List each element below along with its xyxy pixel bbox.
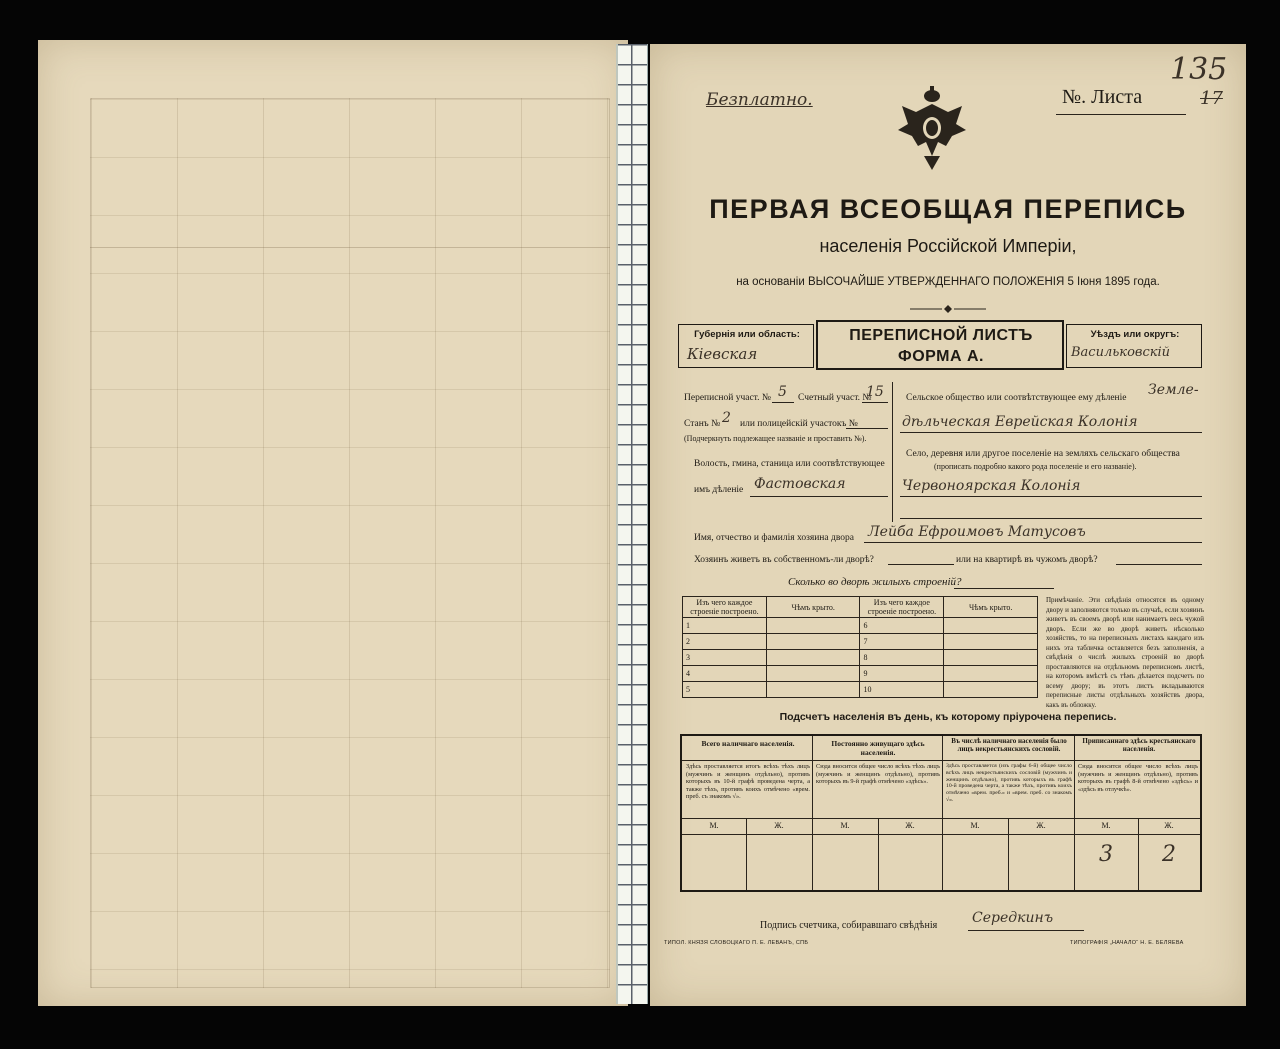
- police-label: или полицейскій участокъ №: [740, 419, 858, 429]
- col-4-male-value: 3: [1099, 842, 1113, 867]
- building-row: 7: [860, 634, 944, 650]
- m-label: М.: [709, 821, 719, 830]
- buildings-col-material-2: Изъ чего каждое строеніе построено.: [860, 597, 944, 618]
- volost-label: Волость, гмина, станица или соотвѣтствующее: [694, 459, 885, 469]
- rural-society-label: Сельское общество или соотвѣтствующее ему дѣленіе: [906, 393, 1127, 403]
- m-label: М.: [970, 821, 980, 830]
- form-title-1: ПЕРЕПИСНОЙ ЛИСТЪ: [849, 327, 1033, 344]
- village-label: Село, деревня или другое поселеніе на земляхъ сельскаго общества: [906, 449, 1180, 459]
- ornament-divider: [908, 304, 988, 314]
- own-yard-label: Хозяинъ живетъ въ собственномъ-ли дворѣ?: [694, 555, 874, 565]
- population-table: [680, 734, 1202, 892]
- buildings-table: [682, 596, 1038, 698]
- population-col-2-title: Постоянно живущаго здѣсь населенія.: [831, 739, 925, 757]
- signature-label: Подпись счетчика, собиравшаго свѣдѣнія: [760, 920, 938, 931]
- population-col-3-desc: Здѣсь проставляется (изъ графы 6-й) общее число всѣхъ лицъ некрестьянскихъ сословій (мужчинъ и женщинъ отдѣльно), противъ которыхъ въ графѣ 10-й проведена черта, а также тѣхъ, противъ коихъ отмѣчено «врем. преб.» и «врем. преб. со знакомъ √».: [946, 763, 1072, 803]
- count-section-value: 15: [866, 384, 884, 400]
- building-row: 8: [860, 650, 944, 666]
- volost-value: Фастовская: [754, 476, 846, 492]
- census-form-page: [650, 44, 1246, 1006]
- population-col-1-desc: Здѣсь проставляется итогъ всѣхъ тѣхъ лицъ (мужчинъ и женщинъ отдѣльно), противъ которыхъ въ 10-й графѣ проведена черта, а также тѣхъ, противъ коихъ отмѣчено «врем. преб. съ знакомъ √».: [686, 763, 810, 801]
- signature-value: Середкинъ: [972, 910, 1054, 926]
- imperial-eagle-emblem: [894, 84, 970, 174]
- population-col-4-desc: Сюда вносится общее число всѣхъ лицъ (мужчинъ и женщинъ отдѣльно), противъ которыхъ въ графѣ 8-й отмѣчено «здѣсь» и «здѣсь въ отлучкѣ».: [1078, 763, 1198, 793]
- printer-right: ТИПОГРАФІЯ „НАЧАЛО“ Н. Е. БЕЛЯЕВА: [1070, 940, 1184, 946]
- buildings-col-roof-2: Чѣмъ крыто.: [944, 597, 1038, 618]
- rural-society-value-1: Земле-: [1148, 382, 1199, 398]
- f-label: Ж.: [905, 821, 915, 830]
- m-label: М.: [1101, 821, 1111, 830]
- population-col-4-title: Приписаннаго здѣсь крестьянскаго населенія.: [1082, 737, 1196, 753]
- owner-label: Имя, отчество и фамилія хозяина двора: [694, 533, 854, 543]
- owner-value: Лейба Ефроимовъ Матусовъ: [868, 524, 1086, 540]
- buildings-col-roof: Чѣмъ крыто.: [766, 597, 860, 618]
- village-note: (прописать подробно какого рода поселеніе и его названіе).: [934, 462, 1137, 471]
- form-title-2: ФОРМА А.: [898, 348, 984, 365]
- building-row: 5: [683, 682, 767, 698]
- building-row: 1: [683, 618, 767, 634]
- village-value: Червоноярская Колонія: [902, 478, 1081, 494]
- building-row: 6: [860, 618, 944, 634]
- m-label: М.: [840, 821, 850, 830]
- stan-value: 2: [722, 410, 731, 426]
- buildings-note: Примѣчаніе. Эти свѣдѣнія относятся въ одному двору и заполняются только въ случаѣ, если хозяинъ живетъ въ своемъ дворѣ или нанимаетъ весь чужой дворъ. Если же во дворѣ живетъ нѣсколько хозяйствъ, то на переписныхъ листахъ каждаго изъ нихъ эта табличка оставляется безъ заполненія, а свѣдѣнія о числѣ жилыхъ строеній во дворѣ проставляются на отдѣльномъ переписномъ листѣ, на которомъ вмѣстѣ съ тѣмъ дѣлается подсчетъ по всему двору; въ этотъ листъ вкладываются переписные листы отдѣльныхъ хозяйствъ двора, какъ въ обложку.: [1046, 596, 1204, 709]
- province-value: Кіевская: [687, 345, 758, 363]
- stan-label: Станъ №: [684, 419, 721, 429]
- building-row: 4: [683, 666, 767, 682]
- f-label: Ж.: [1164, 821, 1174, 830]
- rented-label: или на квартирѣ въ чужомъ дворѣ?: [956, 555, 1098, 565]
- building-row: 3: [683, 650, 767, 666]
- sheet-number-value: 17: [1200, 88, 1223, 109]
- f-label: Ж.: [774, 821, 784, 830]
- volost-label-2: имъ дѣленіе: [694, 485, 744, 495]
- binding-strip: [616, 44, 648, 1004]
- count-section-label: Счетный участ. №: [798, 393, 872, 403]
- buildings-col-material: Изъ чего каждое строеніе построено.: [683, 597, 767, 618]
- buildings-question: Сколько во дворѣ жилыхъ строеній?: [788, 576, 962, 588]
- census-title: ПЕРВАЯ ВСЕОБЩАЯ ПЕРЕПИСЬ: [709, 194, 1187, 224]
- building-row: 10: [860, 682, 944, 698]
- census-basis: на основаніи ВЫСОЧАЙШЕ УТВЕРЖДЕННАГО ПОЛОЖЕНІЯ 5 Іюня 1895 года.: [736, 276, 1160, 288]
- population-col-3-title: Въ числѣ наличнаго населенія было лицъ некрестьянскихъ сословій.: [951, 737, 1067, 753]
- population-col-1-title: Всего наличнаго населенія.: [701, 739, 795, 748]
- archive-number: 135: [1170, 52, 1228, 87]
- underline-note: (Подчеркнуть подлежащее названіе и проставить №).: [684, 434, 867, 443]
- district-label: Уѣздъ или округъ:: [1090, 329, 1180, 340]
- district-box: [1066, 324, 1202, 368]
- district-value: Васильковскій: [1071, 345, 1171, 360]
- province-label: Губернія или область:: [694, 329, 800, 340]
- form-title-box: [816, 320, 1064, 370]
- sheet-number-label: №. Листа: [1062, 86, 1143, 108]
- population-heading: Подсчетъ населенія въ день, къ которому пріурочена перепись.: [779, 711, 1117, 723]
- rural-society-value-2: дѣльческая Еврейская Колонія: [902, 414, 1138, 430]
- bleed-through-header: [90, 98, 610, 248]
- census-section-value: 5: [778, 384, 787, 400]
- building-row: 2: [683, 634, 767, 650]
- printer-left: ТИПОЛ. КНЯЗЯ СЛОВОЦКАГО П. Е. ЛЕВАНЪ, СПБ: [664, 940, 809, 946]
- f-label: Ж.: [1036, 821, 1046, 830]
- left-page: [38, 40, 628, 1006]
- free-label: Безплатно.: [706, 90, 813, 110]
- col-4-female-value: 2: [1162, 842, 1176, 867]
- population-col-2-desc: Сюда вносится общее число всѣхъ тѣхъ лицъ (мужчинъ и женщинъ отдѣльно), противъ которыхъ въ 9-й графѣ отмѣчено «здѣсь».: [816, 763, 940, 786]
- census-subtitle: населенія Россійской Имперіи,: [819, 236, 1077, 256]
- census-section-label: Переписной участ. №: [684, 393, 771, 403]
- building-row: 9: [860, 666, 944, 682]
- province-box: [678, 324, 814, 368]
